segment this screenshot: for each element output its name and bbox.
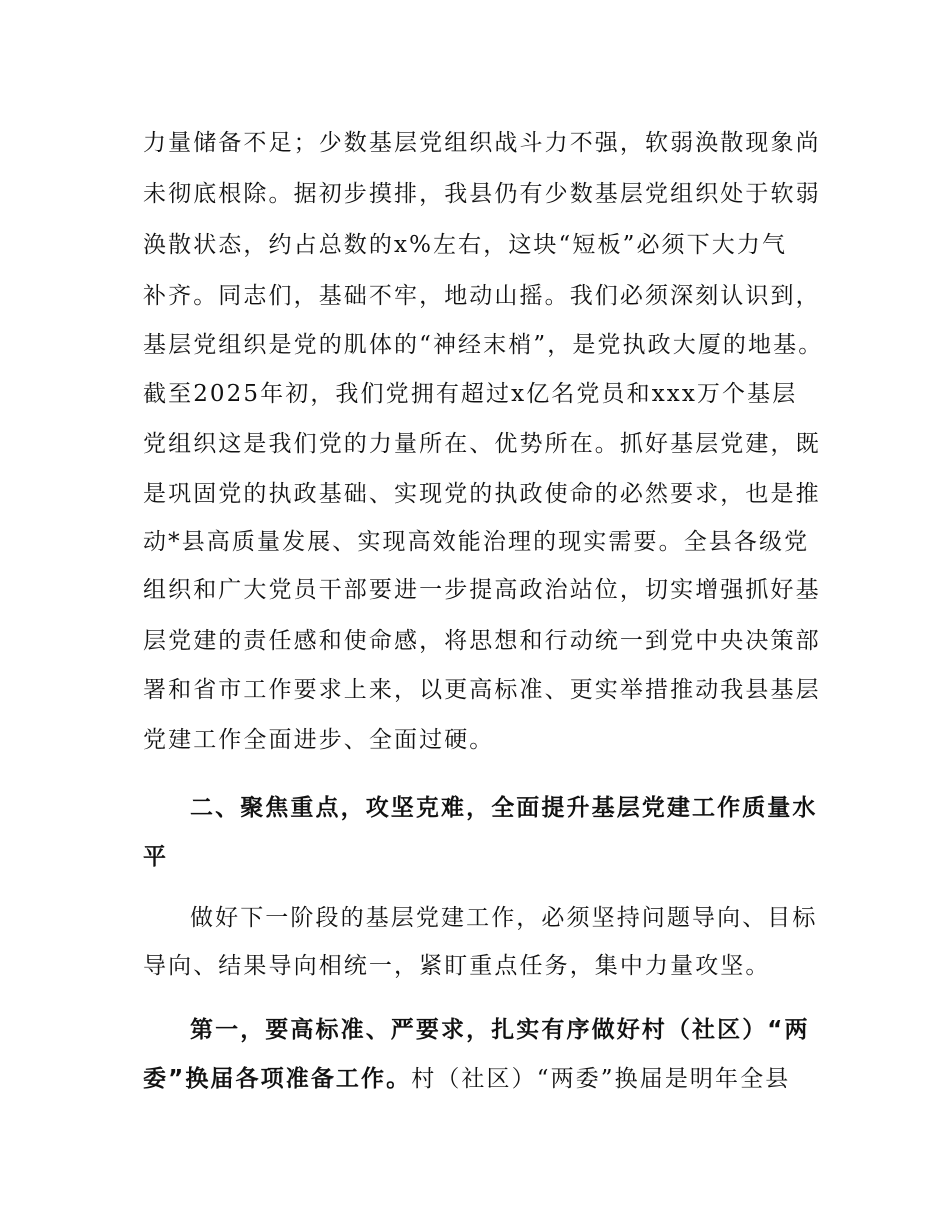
- body-text: 村（社区）“两委”换届是明年全县: [411, 1066, 791, 1092]
- body-text-line: 层党建的责任感和使命感，将思想和行动统一到党中央决策部: [143, 628, 821, 654]
- body-text-line: 是巩固党的执政基础、实现党的执政使命的必然要求，也是推: [143, 481, 821, 507]
- body-text-line: 力量储备不足；少数基层党组织战斗力不强，软弱涣散现象尚: [143, 130, 821, 156]
- section-heading: 二、聚焦重点，攻坚克难，全面提升基层党建工作质量水: [190, 795, 818, 821]
- body-text-line: 涣散状态，约占总数的x%左右，这块“短板”必须下大力气: [143, 232, 788, 258]
- body-text-line: 做好下一阶段的基层党建工作，必须坚持问题导向、目标: [190, 905, 818, 931]
- subheading-cont: 委”换届各项准备工作。: [143, 1066, 412, 1092]
- body-text-line: 署和省市工作要求上来，以更高标准、更实举措推动我县基层: [143, 677, 821, 703]
- body-text-line: [143, 1064, 790, 1094]
- body-text-line: 补齐。同志们，基础不牢，地动山摇。我们必须深刻认识到，: [143, 283, 821, 309]
- subheading: 第一，要高标准、严要求，扎实有序做好村（社区）“两: [190, 1017, 810, 1043]
- body-text-line: 导向、结果导向相统一，紧盯重点任务，集中力量攻坚。: [143, 953, 771, 979]
- body-text-line: 组织和广大党员干部要进一步提高政治站位，切实增强抓好基: [143, 577, 821, 603]
- body-text-line: 动*县高质量发展、实现高效能治理的现实需要。全县各级党: [143, 529, 810, 555]
- body-text-line: 党建工作全面进步、全面过硬。: [143, 727, 495, 753]
- section-heading-cont: 平: [143, 844, 169, 870]
- body-text-line: 党组织这是我们党的力量所在、优势所在。抓好基层党建，既: [143, 431, 821, 457]
- body-text-line: 基层党组织是党的肌体的“神经末梢”，是党执政大厦的地基。: [143, 332, 824, 358]
- body-text-line: 截至2025年初，我们党拥有超过x亿名党员和xxx万个基层: [143, 381, 798, 407]
- body-text-line: 未彻底根除。据初步摸排，我县仍有少数基层党组织处于软弱: [143, 181, 821, 207]
